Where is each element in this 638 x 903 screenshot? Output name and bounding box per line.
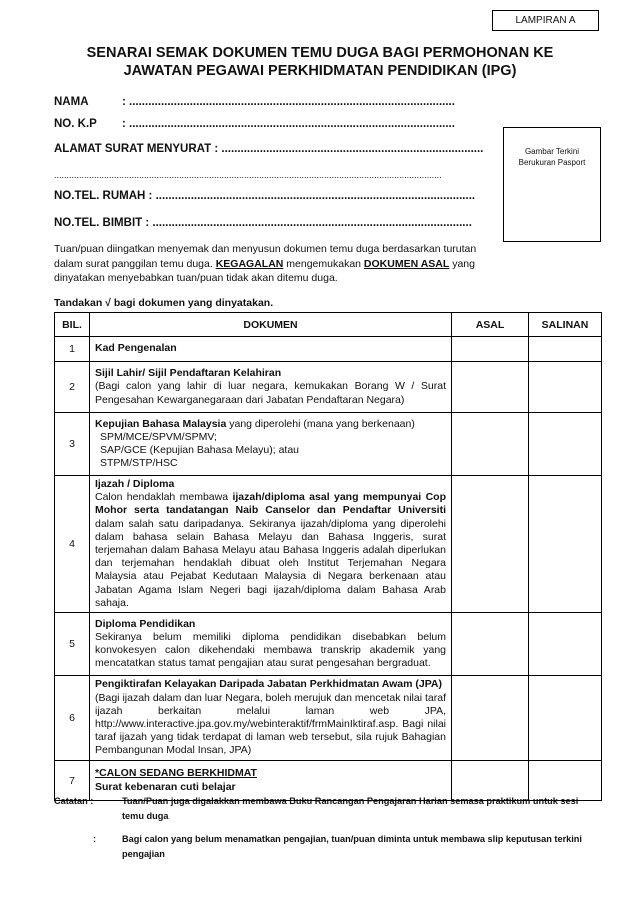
nama-value: : ...................................................................................................... bbox=[122, 96, 455, 108]
salinan-checkbox-cell[interactable] bbox=[529, 613, 602, 676]
list-item: SPM/MCE/SPVM/SPMV; bbox=[100, 430, 217, 443]
title-line-2: JAWATAN PEGAWAI PERKHIDMATAN PENDIDIKAN (IPG) bbox=[123, 63, 517, 79]
nokp-label: NO. K.P bbox=[54, 118, 97, 130]
desc-bold: ijazah/diploma asal yang mempunyai Cop Mohor serta tandatangan Naib Canselor dan Pendaftar Universiti bbox=[95, 491, 446, 517]
header-dokumen: DOKUMEN bbox=[90, 313, 452, 337]
document-cell bbox=[90, 476, 452, 613]
photo-box bbox=[503, 127, 601, 242]
title-line-1: SENARAI SEMAK DOKUMEN TEMU DUGA BAGI PERMOHONAN KE bbox=[86, 45, 554, 61]
nama-label: NAMA bbox=[54, 96, 89, 108]
intro-bold-1: KEGAGALAN bbox=[215, 257, 284, 270]
document-title: Pengiktirafan Kelayakan Daripada Jabatan Perkhidmatan Awam (JPA) bbox=[95, 678, 443, 691]
document-description bbox=[95, 491, 446, 610]
salinan-checkbox-cell[interactable] bbox=[529, 413, 602, 476]
alamat-field[interactable] bbox=[54, 143, 483, 155]
row-number: 2 bbox=[55, 362, 90, 413]
note-2: Bagi calon yang belum menamatkan pengajian, tuan/puan diminta untuk membawa slip keputusan terkini pengajian bbox=[122, 834, 582, 859]
asal-checkbox-cell[interactable] bbox=[452, 613, 529, 676]
nokp-value: : ...................................................................................................... bbox=[122, 118, 455, 130]
document-cell bbox=[90, 413, 452, 476]
document-cell bbox=[90, 676, 452, 761]
alamat-line-2[interactable]: ........................................................................................................................................................... bbox=[54, 170, 442, 180]
desc-text-1: Calon hendaklah membawa bbox=[95, 491, 233, 504]
alamat-label: ALAMAT SURAT MENYURAT : .................................................................................. bbox=[54, 143, 484, 155]
table-row bbox=[55, 613, 602, 676]
document-title: Ijazah / Diploma bbox=[95, 478, 175, 490]
note-1: Tuan/Puan juga digalakkan membawa Buku Rancangan Pengajaran Harian semasa praktikum untuk sesi temu duga bbox=[122, 796, 579, 821]
asal-checkbox-cell[interactable] bbox=[452, 362, 529, 413]
document-description: (Bagi calon yang lahir di luar negara, kemukakan Borang W / Surat Pengesahan Kewarganegaraan dari Jabatan Pendaftaran Negara) bbox=[95, 380, 446, 406]
intro-bold-2: DOKUMEN ASAL bbox=[363, 257, 450, 270]
table-row bbox=[55, 362, 602, 413]
header-salinan: SALINAN bbox=[529, 313, 602, 337]
list-item: STPM/STP/HSC bbox=[100, 457, 178, 470]
salinan-checkbox-cell[interactable] bbox=[529, 337, 602, 362]
nama-field[interactable] bbox=[54, 96, 455, 108]
intro-paragraph bbox=[54, 242, 488, 286]
row-number: 7 bbox=[55, 761, 90, 801]
asal-checkbox-cell[interactable] bbox=[452, 413, 529, 476]
nokp-field[interactable] bbox=[54, 118, 455, 130]
document-cell bbox=[90, 362, 452, 413]
photo-line-1: Gambar Terkini bbox=[524, 147, 580, 156]
list-item: SAP/GCE (Kepujian Bahasa Melayu); atau bbox=[100, 444, 300, 456]
document-title: Kepujian Bahasa Malaysia bbox=[95, 417, 227, 430]
asal-checkbox-cell[interactable] bbox=[452, 676, 529, 761]
table-header-row bbox=[55, 313, 602, 337]
document-description: (Bagi ijazah dalam dan luar Negara, boleh merujuk dan mencetak nilai taraf ijazah berkaitan melalui laman web JPA, http://www.interactive.jpa.gov.my/webinteraktif/frmMainIktiraf.asp. Bagi nilai taraf ijazah yang tidak terdapat di laman web tersebut, sila rujuk Bahagian Pembangunan Modal Insan, JPA) bbox=[95, 691, 446, 757]
photo-line-2: Berukuran Pasport bbox=[518, 158, 586, 167]
note-2-colon: : bbox=[93, 834, 97, 844]
salinan-checkbox-cell[interactable] bbox=[529, 476, 602, 613]
document-subtitle: Surat kebenaran cuti belajar bbox=[95, 780, 236, 793]
catatan-label: Catatan : bbox=[54, 796, 94, 806]
intro-text-3: yang dinyatakan menyebabkan tuan/puan tidak akan ditemu duga. bbox=[54, 257, 475, 284]
table-row bbox=[55, 676, 602, 761]
document-checklist-table bbox=[54, 312, 602, 801]
intro-text-1: Tuan/puan diingatkan menyemak dan menyusun dokumen temu duga berdasarkan turutan dalam surat panggilan temu duga. bbox=[54, 243, 477, 270]
asal-checkbox-cell[interactable] bbox=[452, 476, 529, 613]
document-title: Diploma Pendidikan bbox=[95, 617, 196, 630]
document-title: Kad Pengenalan bbox=[95, 342, 177, 355]
tel-rumah-label: NO.TEL. RUMAH : .................................................................................................... bbox=[54, 190, 476, 202]
instruction-text: Tandakan √ bagi dokumen yang dinyatakan. bbox=[54, 297, 274, 309]
page-title bbox=[50, 44, 590, 80]
intro-text-2: mengemukakan bbox=[283, 257, 364, 270]
document-title-rest: yang diperolehi (mana yang berkenaan) bbox=[226, 417, 415, 430]
desc-text-2: dalam salah satu daripadanya. Sekiranya ijazah/diploma yang diperolehi dalam bahasa selain Bahasa Melayu dan Bahasa Inggeris, surat terjemahan dalam Bahasa Melayu atau Bahasa Inggeris adalah diperlukan dan terjemahan hendaklah dibuat oleh Institut Terjemahan Negara Malaysia atau Pejabat Kedutaan Malaysia di Negara berkenaan atau Jabatan Agama Islam Negeri bagi ijazah/diploma dalam Bahasa Arab sahaja. bbox=[95, 517, 446, 609]
salinan-checkbox-cell[interactable] bbox=[529, 362, 602, 413]
lampiran-label: LAMPIRAN A bbox=[492, 10, 599, 31]
document-title: Sijil Lahir/ Sijil Pendaftaran Kelahiran bbox=[95, 367, 282, 380]
tel-rumah-field[interactable] bbox=[54, 190, 475, 202]
row-number: 1 bbox=[55, 337, 90, 362]
row-number: 5 bbox=[55, 613, 90, 676]
header-bil: BIL. bbox=[55, 313, 90, 337]
row-number: 6 bbox=[55, 676, 90, 761]
asal-checkbox-cell[interactable] bbox=[452, 337, 529, 362]
table-row bbox=[55, 337, 602, 362]
header-asal: ASAL bbox=[452, 313, 529, 337]
table-row bbox=[55, 476, 602, 613]
salinan-checkbox-cell[interactable] bbox=[529, 676, 602, 761]
table-row bbox=[55, 413, 602, 476]
document-cell bbox=[90, 337, 452, 362]
document-title: *CALON SEDANG BERKHIDMAT bbox=[95, 767, 257, 780]
row-number: 4 bbox=[55, 476, 90, 613]
document-description: Sekiranya belum memiliki diploma pendidikan disebabkan belum konvokesyen calon dikehendaki membawa transkrip akademik yang mencatatkan status tamat pengajian atau surat pengesahan bergraduat. bbox=[95, 630, 446, 670]
tel-bimbit-field[interactable] bbox=[54, 217, 472, 229]
document-cell bbox=[90, 613, 452, 676]
tel-bimbit-label: NO.TEL. BIMBIT : .................................................................................................... bbox=[54, 217, 472, 229]
row-number: 3 bbox=[55, 413, 90, 476]
